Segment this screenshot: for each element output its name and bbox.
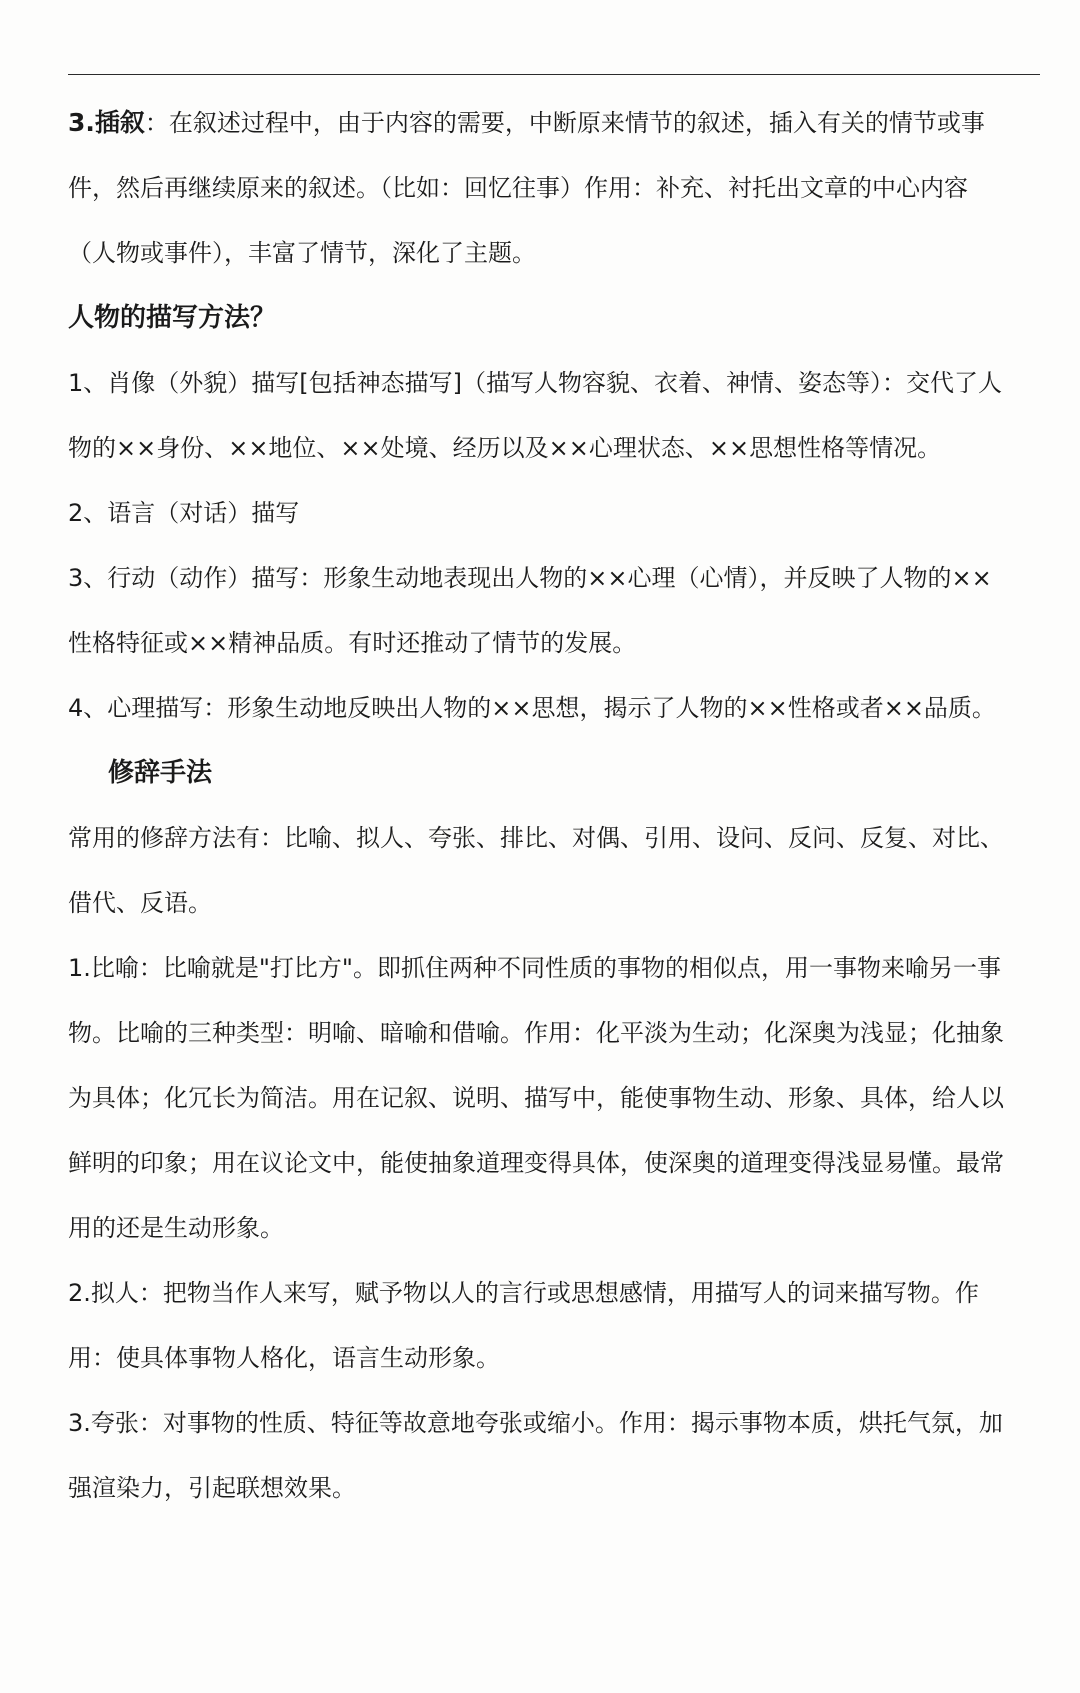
insert-label: 3.插叙 xyxy=(68,108,145,137)
character-heading: 人物的描写方法？ xyxy=(68,303,277,333)
character-item: 3、行动（动作）描写：形象生动地表现出人物的××心理（心情），并反映了人物的××性格特征或××精神品质。有时还推动了情节的发展。 xyxy=(68,564,992,657)
rhetoric-heading: 修辞手法 xyxy=(108,758,213,788)
rhetoric-item: 3.夸张：对事物的性质、特征等故意地夸张或缩小。作用：揭示事物本质，烘托气氛，加强渲染力，引起联想效果。 xyxy=(68,1409,1003,1502)
top-rule xyxy=(68,74,1040,75)
character-item: 2、语言（对话）描写 xyxy=(68,499,300,527)
insert-text: ：在叙述过程中，由于内容的需要，中断原来情节的叙述，插入有关的情节或事件，然后再继续原来的叙述。（比如：回忆往事）作用：补充、衬托出文章的中心内容（人物或事件），丰富了情节，深化了主题。 xyxy=(68,109,985,267)
rhetoric-item: 1.比喻：比喻就是"打比方"。即抓住两种不同性质的事物的相似点，用一事物来喻另一事物。比喻的三种类型：明喻、暗喻和借喻。作用：化平淡为生动；化深奥为浅显；化抽象为具体；化冗长为简洁。用在记叙、说明、描写中，能使事物生动、形象、具体，给人以鲜明的印象；用在议论文中，能使抽象道理变得具体，使深奥的道理变得浅显易懂。最常用的还是生动形象。 xyxy=(68,954,1004,1242)
document-body xyxy=(68,90,1008,1521)
character-item: 4、心理描写：形象生动地反映出人物的××思想，揭示了人物的××性格或者××品质。 xyxy=(68,694,996,722)
insert-paragraph xyxy=(68,90,1008,286)
rhetoric-item: 2.拟人：把物当作人来写，赋予物以人的言行或思想感情，用描写人的词来描写物。作用：使具体事物人格化，语言生动形象。 xyxy=(68,1279,979,1372)
rhetoric-intro: 常用的修辞方法有：比喻、拟人、夸张、排比、对偶、引用、设问、反问、反复、对比、借代、反语。 xyxy=(68,824,1004,917)
character-item: 1、肖像（外貌）描写[包括神态描写]（描写人物容貌、衣着、神情、姿态等）：交代了人物的××身份、××地位、××处境、经历以及××心理状态、××思想性格等情况。 xyxy=(68,369,1002,462)
